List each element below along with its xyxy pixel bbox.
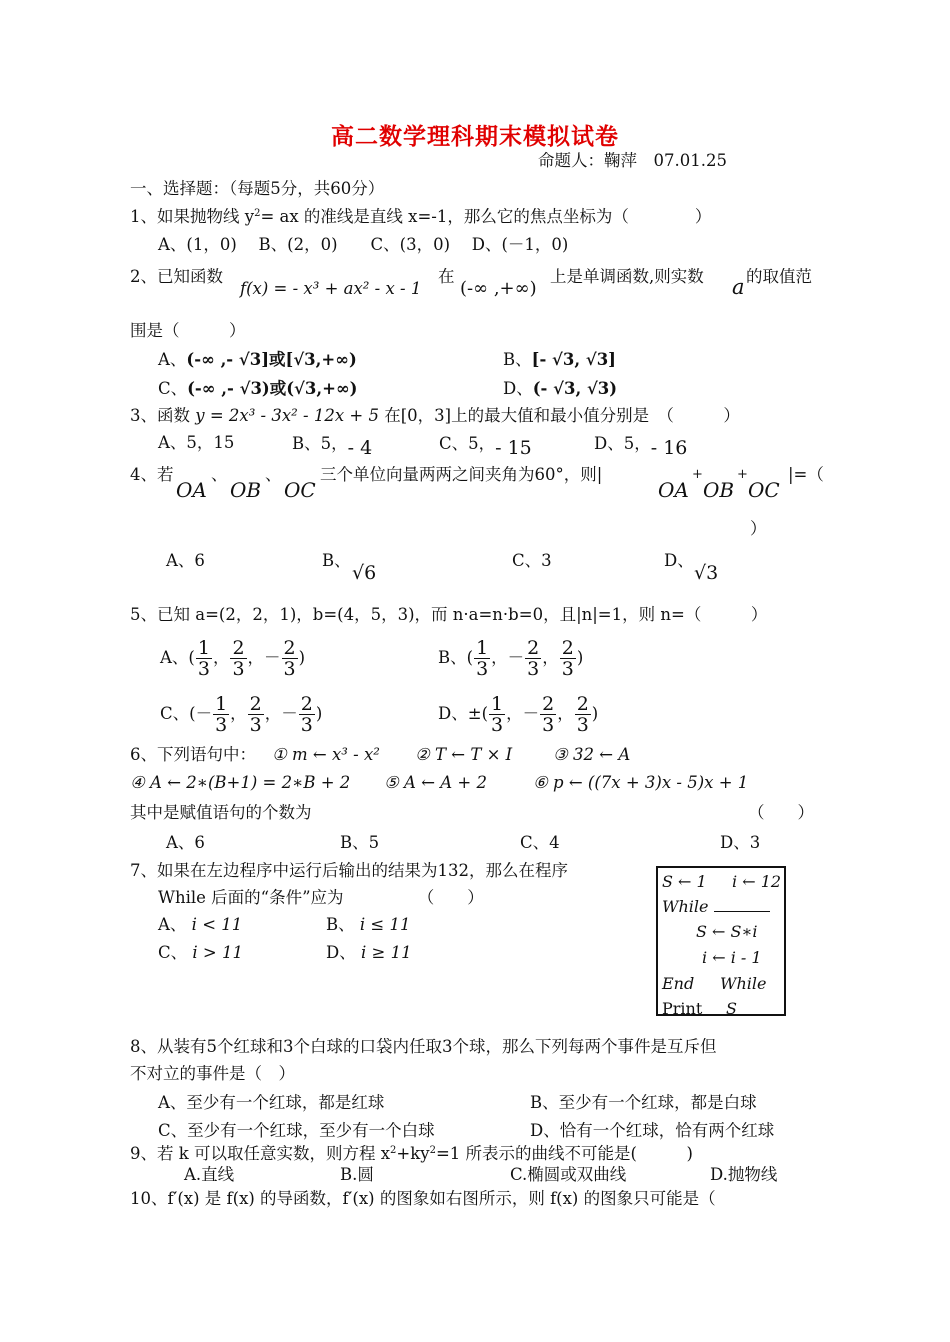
q4-mid: 三个单位向量两两之间夹角为60°，则| bbox=[320, 465, 603, 484]
q2-tail: 的取值范 bbox=[746, 267, 812, 286]
q3-stem-pre: 3、函数 bbox=[130, 406, 190, 425]
q4-stem-pre: 4、若 bbox=[130, 465, 174, 484]
question-2 bbox=[130, 266, 223, 288]
q2-cont: 围是（ ） bbox=[130, 321, 246, 340]
q3-option-a: A、5，15 bbox=[158, 433, 235, 452]
q2-option-d bbox=[503, 378, 617, 400]
q2-mid: 在 bbox=[438, 267, 455, 286]
q6-statement-3: ③ 32 ← A bbox=[553, 745, 631, 764]
q6-option-b: B、5 bbox=[340, 833, 380, 852]
q4-option-d: D、 bbox=[664, 551, 694, 570]
prog-line-print-s: S bbox=[726, 999, 737, 1018]
q7-a-value: i < 11 bbox=[191, 915, 243, 934]
q1-stem-a: 1、如果抛物线 y bbox=[130, 207, 255, 226]
q7-d-value: i ≥ 11 bbox=[360, 943, 412, 962]
q8-option-d: D、恰有一个红球，恰有两个红球 bbox=[530, 1121, 775, 1140]
question-5: 5、已知 a=(2，2，1)，b=(4，5，3)，而 n·a=n·b=0，且|n|=1，则 n=（ ） bbox=[130, 605, 768, 624]
q8-option-c: C、至少有一个红球，至少有一个白球 bbox=[158, 1121, 435, 1140]
q5-option-d: D、±( $\frac{1}{3}$ ，－ $\frac{2}{3}$ ， $\frac{2}{3}$ ) bbox=[438, 693, 599, 736]
q2-post: 上是单调函数,则实数 bbox=[550, 267, 704, 286]
q1-options: A、(1，0) B、(2，0) C、(3，0) D、(－1，0) bbox=[158, 235, 569, 254]
page-title: 高二数学理科期末模拟试卷 bbox=[331, 123, 619, 150]
question-9: 9、若 k 可以取任意实数，则方程 $x^2+ky^2=1$ 所表示的曲线不可能是( ) bbox=[130, 1144, 693, 1163]
prog-line-3: S ← S∗i bbox=[696, 922, 758, 941]
q4-option-a: A、6 bbox=[166, 551, 205, 570]
prog-line-end: End bbox=[662, 974, 695, 993]
q4-close: ） bbox=[750, 519, 767, 538]
q6-paren: （ ） bbox=[748, 803, 814, 822]
q2-c-expr: (-∞ ,- √3)或(√3,+∞) bbox=[187, 379, 358, 398]
q2-option-a bbox=[158, 349, 357, 371]
q4-sum-ob: OB bbox=[703, 478, 735, 502]
q3-option-c bbox=[439, 432, 532, 459]
question-10: 10、f′(x) 是 f(x) 的导函数，f′(x) 的图象如右图所示，则 f(x) 的图象只可能是（ bbox=[130, 1189, 716, 1208]
q4-sep-1: 、 bbox=[211, 465, 228, 484]
q5-d-label: D、± bbox=[438, 704, 482, 723]
question-1 bbox=[130, 206, 711, 228]
q6-stem: 6、下列语句中： bbox=[130, 745, 256, 764]
q2-c-label: C、 bbox=[158, 379, 188, 398]
q5-b-label: B、 bbox=[438, 648, 467, 667]
q3-b-value: - 4 bbox=[347, 437, 373, 459]
q3-function: y = 2x³ - 3x² - 12x + 5 bbox=[195, 406, 379, 425]
q2-b-label: B、 bbox=[503, 350, 532, 369]
q4-vector-ob: OB bbox=[230, 478, 262, 502]
q5-option-a: A、( $\frac{1}{3}$ ， $\frac{2}{3}$ ，－ $\frac{2}{3}$ ) bbox=[160, 637, 306, 680]
q6-statement-5: ⑤ A ← A + 2 bbox=[384, 773, 487, 792]
q6-option-a: A、6 bbox=[166, 833, 205, 852]
q4-option-b: B、 bbox=[322, 551, 351, 570]
q6-statement-2: ② T ← T × I bbox=[415, 745, 513, 764]
q7-option-c: C、 i > 11 bbox=[158, 943, 243, 962]
prog-line-end-while: While bbox=[720, 974, 767, 993]
q2-option-c bbox=[158, 378, 358, 400]
q4-sum-oc: OC bbox=[748, 478, 780, 502]
q3-d-label: D、5， bbox=[594, 434, 651, 453]
q4-option-c: C、3 bbox=[512, 551, 552, 570]
q2-a-expr: (-∞ ,- √3]或[√3,+∞) bbox=[186, 350, 357, 369]
question-3 bbox=[130, 405, 740, 427]
q3-stem-post: 在[0，3]上的最大值和最小值分别是 （ ） bbox=[384, 406, 740, 425]
q2-option-b bbox=[503, 349, 616, 371]
q1-stem-b: = ax 的准线是直线 x=-1，那么它的焦点坐标为（ ） bbox=[260, 207, 712, 226]
q3-option-d bbox=[594, 432, 688, 459]
q3-d-value: - 16 bbox=[650, 437, 688, 459]
q7-stem-1: 7、如果在左边程序中运行后输出的结果为132，那么在程序 bbox=[130, 861, 568, 880]
program-box bbox=[656, 866, 786, 1016]
q6-ask: 其中是赋值语句的个数为 bbox=[130, 803, 312, 822]
q4-d-value: √3 bbox=[694, 562, 719, 584]
q9-option-a: A.直线 bbox=[184, 1165, 235, 1184]
q4-plus-2: + bbox=[737, 467, 748, 482]
author-line: 命题人：鞠萍 07.01.25 bbox=[538, 151, 727, 170]
prog-line-1b: i ← 12 bbox=[732, 872, 782, 891]
q9-option-b: B.圆 bbox=[340, 1165, 374, 1184]
frac: $\frac{1}{3}$ bbox=[197, 637, 210, 680]
prog-line-1a: S ← 1 bbox=[662, 872, 707, 891]
q9-option-d: D.抛物线 bbox=[710, 1165, 778, 1184]
q3-b-label: B、5， bbox=[292, 434, 348, 453]
q7-c-value: i > 11 bbox=[192, 943, 243, 962]
q4-vector-oc: OC bbox=[284, 478, 316, 502]
q2-var: a bbox=[732, 275, 745, 299]
q6-statement-4: ④ A ← 2∗(B+1) = 2∗B + 2 bbox=[130, 773, 351, 792]
q2-interval: (-∞ ,+∞) bbox=[460, 278, 537, 299]
q3-option-b bbox=[292, 432, 373, 459]
q6-statement-1: ① m ← x³ - x² bbox=[272, 745, 380, 764]
q2-b-expr: [- √3, √3] bbox=[531, 350, 616, 369]
q2-stem-pre: 2、已知函数 bbox=[130, 267, 223, 286]
q2-function: f(x) = - x³ + ax² - x - 1 bbox=[240, 279, 422, 298]
q5-option-c: C、(－ $\frac{1}{3}$ ， $\frac{2}{3}$ ，－ $\frac{2}{3}$ ) bbox=[160, 693, 323, 736]
prog-line-print: Print bbox=[662, 999, 703, 1018]
condition-blank bbox=[714, 899, 770, 912]
prog-line-while: While bbox=[662, 897, 770, 916]
q8-option-b: B、至少有一个红球，都是白球 bbox=[530, 1093, 757, 1112]
q3-c-label: C、5， bbox=[439, 434, 496, 453]
q1-sup: 2 bbox=[254, 208, 261, 219]
q2-d-label: D、 bbox=[503, 379, 533, 398]
q6-option-d: D、3 bbox=[720, 833, 761, 852]
q7-b-value: i ≤ 11 bbox=[359, 915, 411, 934]
q2-a-label: A、 bbox=[158, 350, 187, 369]
q7-option-a: A、 i < 11 bbox=[158, 915, 243, 934]
prog-line-4: i ← i - 1 bbox=[702, 948, 762, 967]
q5-c-label: C、 bbox=[160, 704, 190, 723]
q6-option-c: C、4 bbox=[520, 833, 560, 852]
q4-vector-oa: OA bbox=[176, 478, 207, 502]
q8-stem-1: 8、从装有5个红球和3个白球的口袋内任取3个球，那么下列每两个事件是互斥但 bbox=[130, 1037, 717, 1056]
q7-option-b: B、 i ≤ 11 bbox=[326, 915, 411, 934]
q8-stem-2: 不对立的事件是（ ） bbox=[130, 1064, 295, 1083]
q4-sum-oa: OA bbox=[658, 478, 689, 502]
q9-option-c: C.椭圆或双曲线 bbox=[510, 1165, 627, 1184]
q6-statement-6: ⑥ p ← ((7x + 3)x - 5)x + 1 bbox=[533, 773, 749, 792]
q7-option-d: D、 i ≥ 11 bbox=[326, 943, 412, 962]
section-heading: 一、选择题：（每题5分，共60分） bbox=[130, 179, 385, 198]
q2-d-expr: (- √3, √3) bbox=[532, 379, 618, 398]
q8-option-a: A、至少有一个红球，都是红球 bbox=[158, 1093, 385, 1112]
q4-end: |=（ bbox=[788, 465, 824, 484]
q5-a-label: A、 bbox=[160, 648, 189, 667]
q4-sep-2: 、 bbox=[265, 465, 282, 484]
q3-c-value: - 15 bbox=[495, 437, 532, 459]
q7-stem-2: While 后面的“条件”应为 （ ） bbox=[158, 888, 484, 907]
q5-option-b: B、( $\frac{1}{3}$ ，－ $\frac{2}{3}$ ， $\frac{2}{3}$ ) bbox=[438, 637, 584, 680]
q4-plus-1: + bbox=[692, 467, 703, 482]
q4-b-value: √6 bbox=[352, 562, 377, 584]
